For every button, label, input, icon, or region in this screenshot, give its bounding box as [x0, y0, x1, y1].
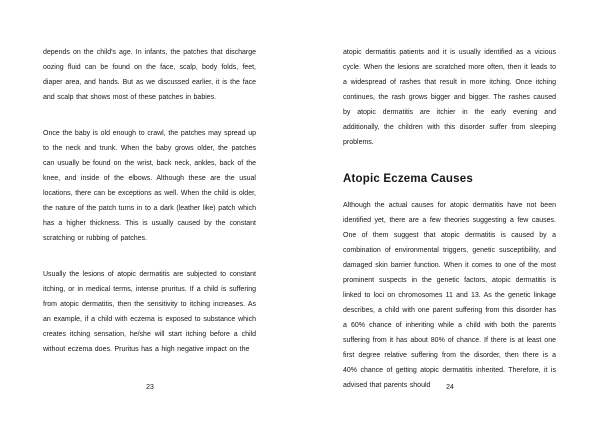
paragraph-vicious-cycle: atopic dermatitis patients and it is usually identified as a vicious cycle. When the lesions are scratched more often, then it leads to a widespread of rashes that result in more itching. Once itching continues, the rash grows bigger and bigger. The rashes caused by atopic dermatitis are itchier in the early evening and additionally, the children with this disorder suffer from sleeping problems. — [343, 49, 556, 146]
page-number-left: 23 — [146, 384, 154, 391]
paragraph-patch-locations-infants: depends on the child's age. In infants, the patches that discharge oozing fluid can be found on the face, scalp, body folds, feet, diaper area, and hands. But as we discussed earlier, it is the face and scalp that shows most of these patches in babies. — [43, 49, 256, 101]
paragraph-pruritus: Usually the lesions of atopic dermatitis are subjected to constant itching, or in medical terms, intense pruritus. If a child is suffering from atopic dermatitis, then the sensitivity to itching increases. As an example, if a child with eczema is exposed to substance which creates itching sensation, he/she will start itching before a child without eczema does. Pruritus has a high negative impact on the — [43, 271, 256, 353]
page-right — [300, 0, 600, 424]
paragraph-patch-locations-older: Once the baby is old enough to crawl, the patches may spread up to the neck and trunk. When the baby grows older, the patches can usually be found on the wrist, back neck, ankles, back of the knee, and inside of the elbows. Although these are the usual locations, there can be exceptions as well. When the child is older, the nature of the patch turns in to a dark (leather like) patch which has a higher thickness. This is usually caused by the constant scratching or rubbing of patches. — [43, 130, 256, 242]
paragraph-causes-genetics: Although the actual causes for atopic dermatitis have not been identified yet, there are a few theories suggesting a few causes. One of them suggest that atopic dermatitis is caused by a combination of environmental triggers, genetic susceptibility, and damaged skin barrier function. When it comes to one of the most prominent suspects in the genetic factors, atopic dermatitis is linked to loci on chromosomes 11 and 13. As the genetic linkage describes, a child with one parent suffering from this disorder has a 60% chance of inheriting while a child with both the parents suffering from it has about 80% of chance. If there is at least one first degree relative suffering from the disorder, then there is a 40% chance of getting atopic dermatitis inherited. Therefore, it is advised that parents should — [343, 202, 556, 389]
page-number-right: 24 — [446, 384, 454, 391]
section-heading-atopic-eczema-causes: Atopic Eczema Causes — [343, 173, 473, 185]
